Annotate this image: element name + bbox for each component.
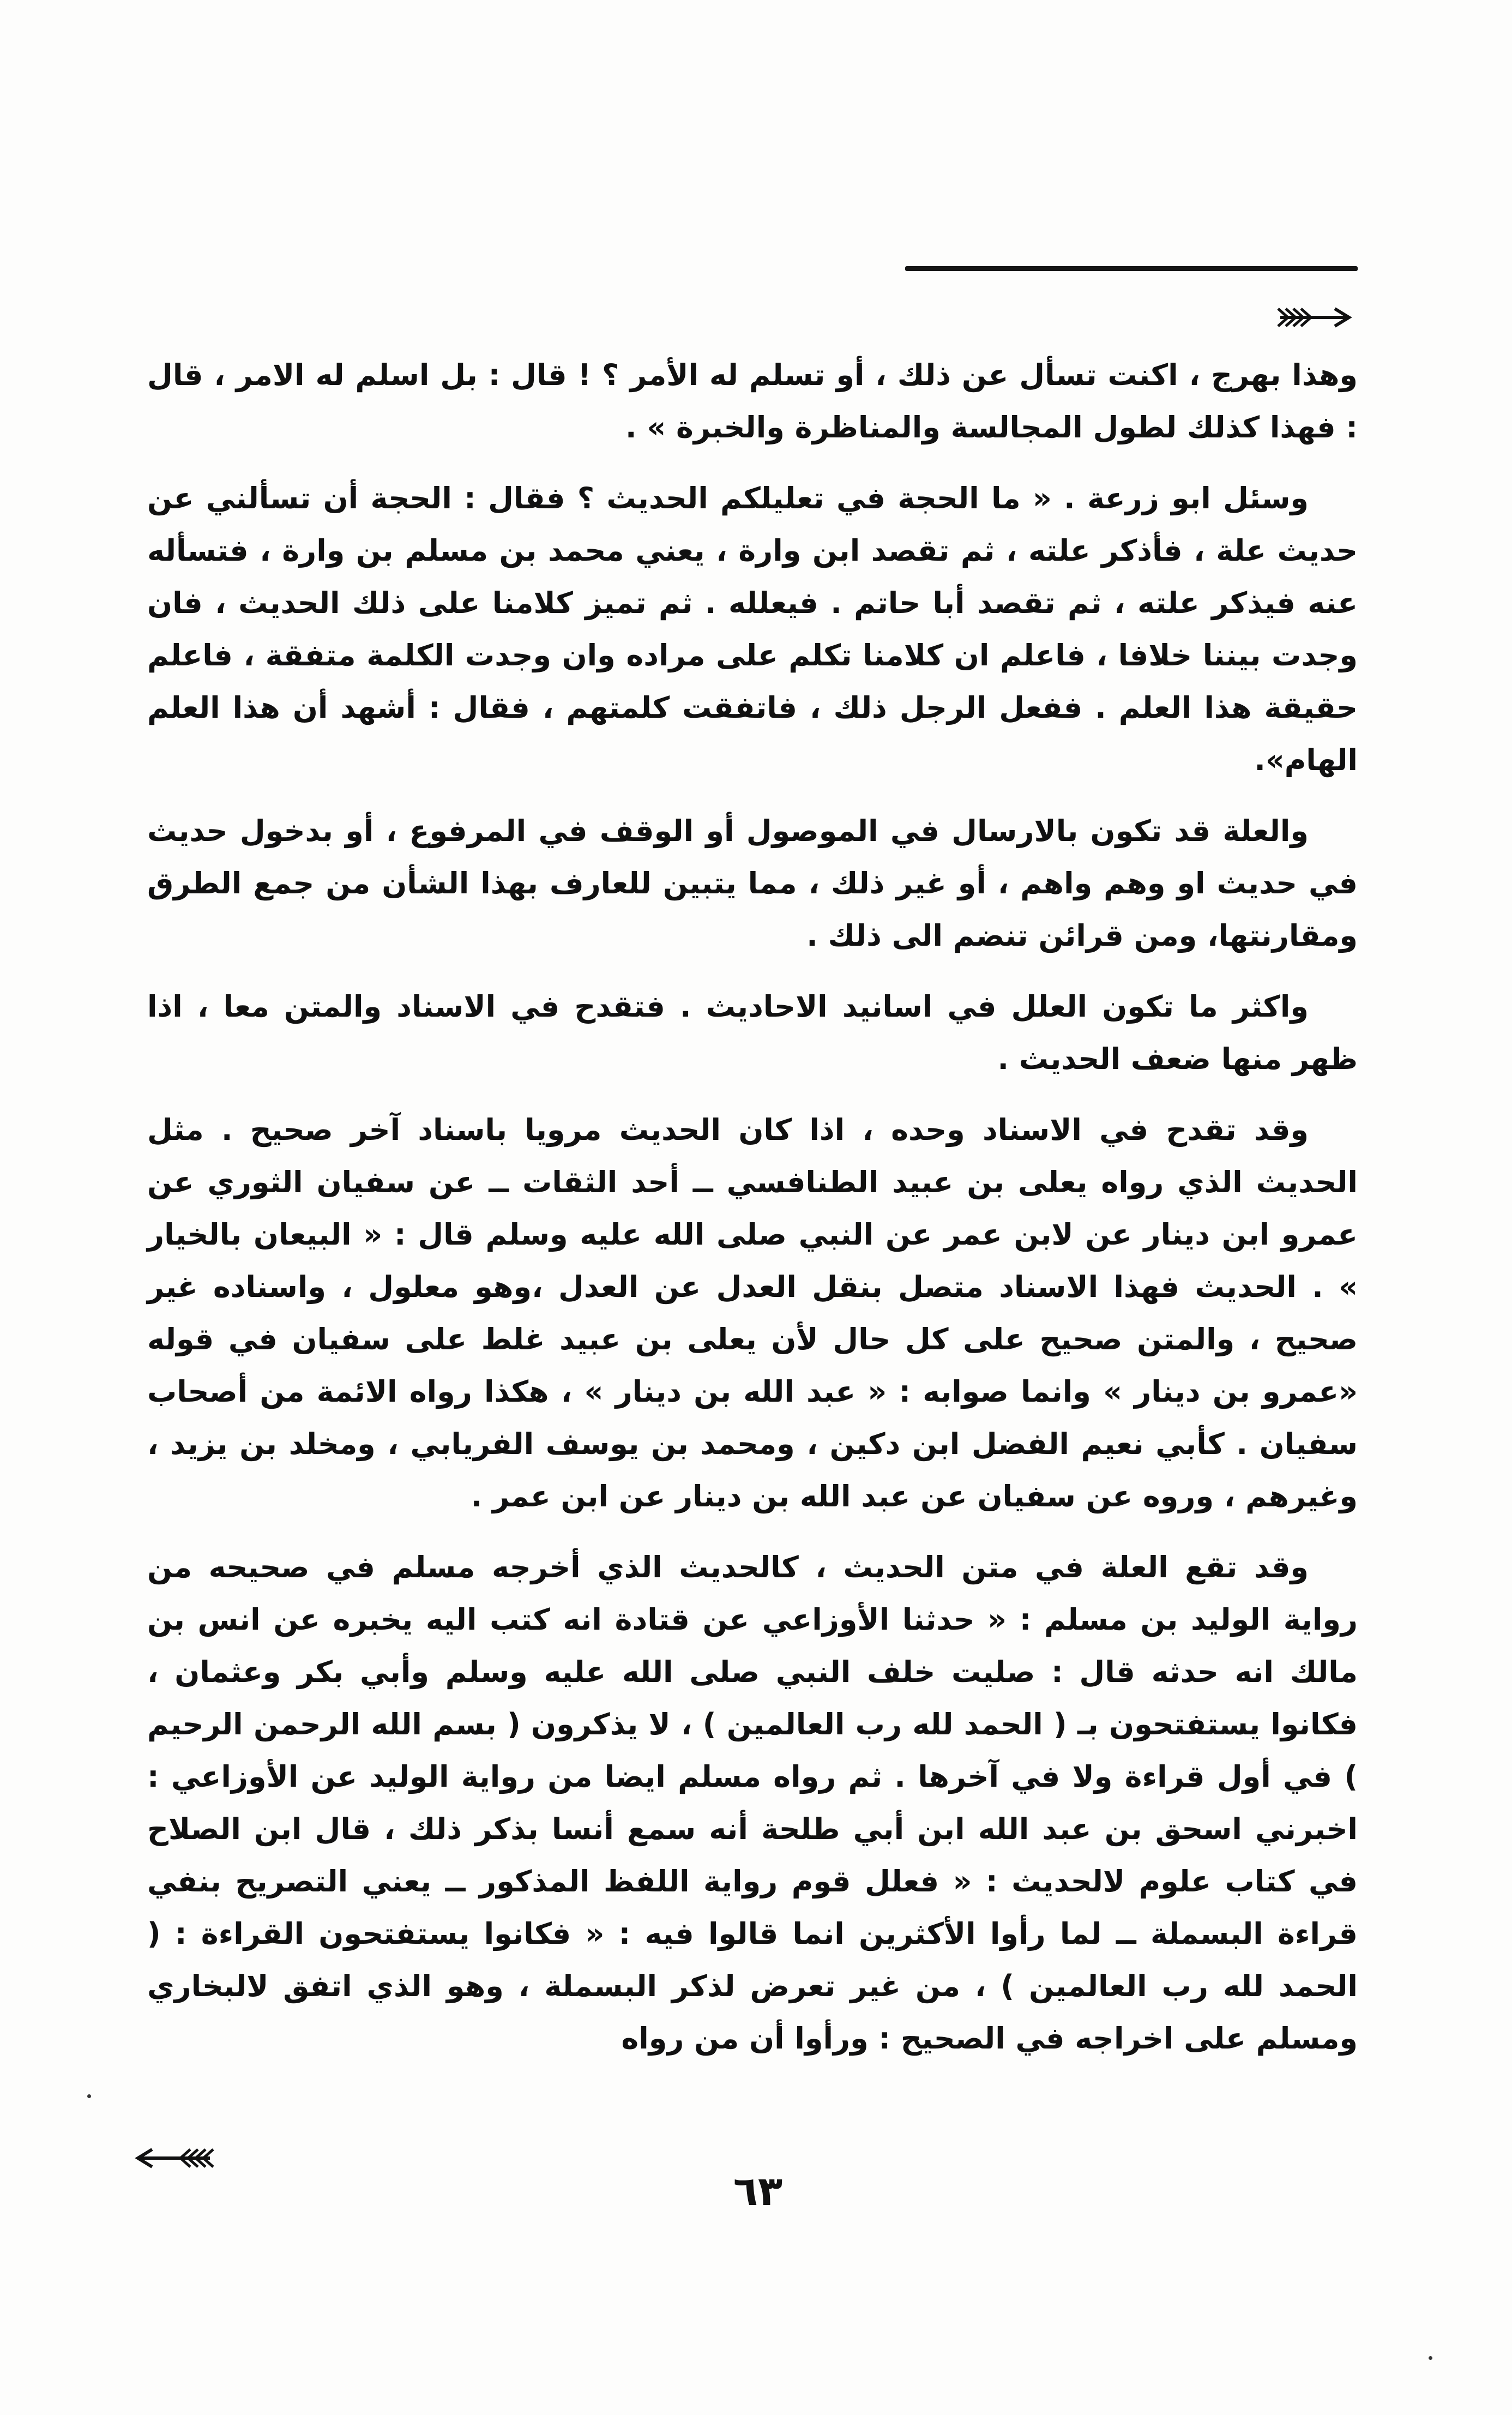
arrow-right-ornament-icon — [1276, 305, 1352, 329]
scan-speck — [87, 2094, 91, 2098]
top-rule — [905, 266, 1358, 271]
page-number: ٦٣ — [733, 2168, 783, 2215]
paragraph: واكثر ما تكون العلل في اسانيد الاحاديث . فتقدح في الاسناد والمتن معا ، اذا ظهر منها ضعف الحديث . — [147, 989, 1358, 1076]
paragraph: وقد تقع العلة في متن الحديث ، كالحديث الذي أخرجه مسلم في صحيحه من رواية الوليد بن مسلم : « حدثنا الأوزاعي عن قتادة انه كتب اليه يخبره عن انس بن مالك انه حدثه قال : صليت خلف النبي صلى الله عليه وسلم وأبي بكر وعثمان ، فكانوا يستفتحون بـ ( الحمد لله رب العالمين ) ، لا يذكرون ( بسم الله الرحمن الرحيم ) في أول قراءة ولا في آخرها . ثم رواه مسلم ايضا من رواية الوليد عن الأوزاعي : اخبرني اسحق بن عبد الله ابن أبي طلحة أنه سمع أنسا بذكر ذلك ، قال ابن الصلاح في كتاب علوم لالحديث : « فعلل قوم رواية اللفظ المذكور ــ يعني التصريح بنفي قراءة البسملة ــ لما رأوا الأكثرين انما قالوا فيه : « فكانوا يستفتحون القراءة : ( الحمد لله رب العالمين ) ، من غير تعرض لذكر البسملة ، وهو الذي اتفق لالبخاري ومسلم على اخراجه في الصحيح : ورأوا أن من رواه — [147, 1550, 1358, 2056]
arrow-left-ornament-icon — [134, 2146, 215, 2170]
scan-speck — [1429, 2356, 1432, 2360]
paragraph: وهذا بهرج ، اكنت تسأل عن ذلك ، أو تسلم له الأمر ؟ ! قال : بل اسلم له الامر ، قال : فهذا كذلك لطول المجالسة والمناظرة والخبرة » . — [147, 358, 1358, 444]
paragraph: وسئل ابو زرعة . « ما الحجة في تعليلكم الحديث ؟ فقال : الحجة أن تسألني عن حديث علة ، فأذكر علته ، ثم تقصد ابن وارة ، يعني محمد بن مسلم بن وارة ، فتسأله عنه فيذكر علته ، ثم تقصد أبا حاتم . فيعلله . ثم تميز كلامنا على ذلك الحديث ، فان وجدت بيننا خلافا ، فاعلم ان كلامنا تكلم على مراده وان وجدت الكلمة متفقة ، فاعلم حقيقة هذا العلم . ففعل الرجل ذلك ، فاتفقت كلمتهم ، فقال : أشهد أن هذا العلم الهام». — [147, 481, 1358, 777]
paragraph: والعلة قد تكون بالارسال في الموصول أو الوقف في المرفوع ، أو بدخول حديث في حديث او وهم واهم ، أو غير ذلك ، مما يتبين للعارف بهذا الشأن من جمع الطرق ومقارنتها، ومن قرائن تنضم الى ذلك . — [147, 814, 1358, 953]
body-text — [147, 349, 1358, 2083]
paragraph: وقد تقدح في الاسناد وحده ، اذا كان الحديث مرويا باسناد آخر صحيح . مثل الحديث الذي رواه يعلى بن عبيد الطنافسي ــ أحد الثقات ــ عن سفيان الثوري عن عمرو ابن دينار عن لابن عمر عن النبي صلى الله عليه وسلم قال : « البيعان بالخيار » . الحديث فهذا الاسناد متصل بنقل العدل عن العدل ،وهو معلول ، واسناده غير صحيح ، والمتن صحيح على كل حال لأن يعلى بن عبيد غلط على سفيان في قوله «عمرو بن دينار » وانما صوابه : « عبد الله بن دينار » ، هكذا رواه الائمة من أصحاب سفيان . كأبي نعيم الفضل ابن دكين ، ومحمد بن يوسف الفريابي ، ومخلد بن يزيد ، وغيرهم ، وروه عن سفيان عن عبد الله بن دينار عن ابن عمر . — [147, 1113, 1358, 1513]
